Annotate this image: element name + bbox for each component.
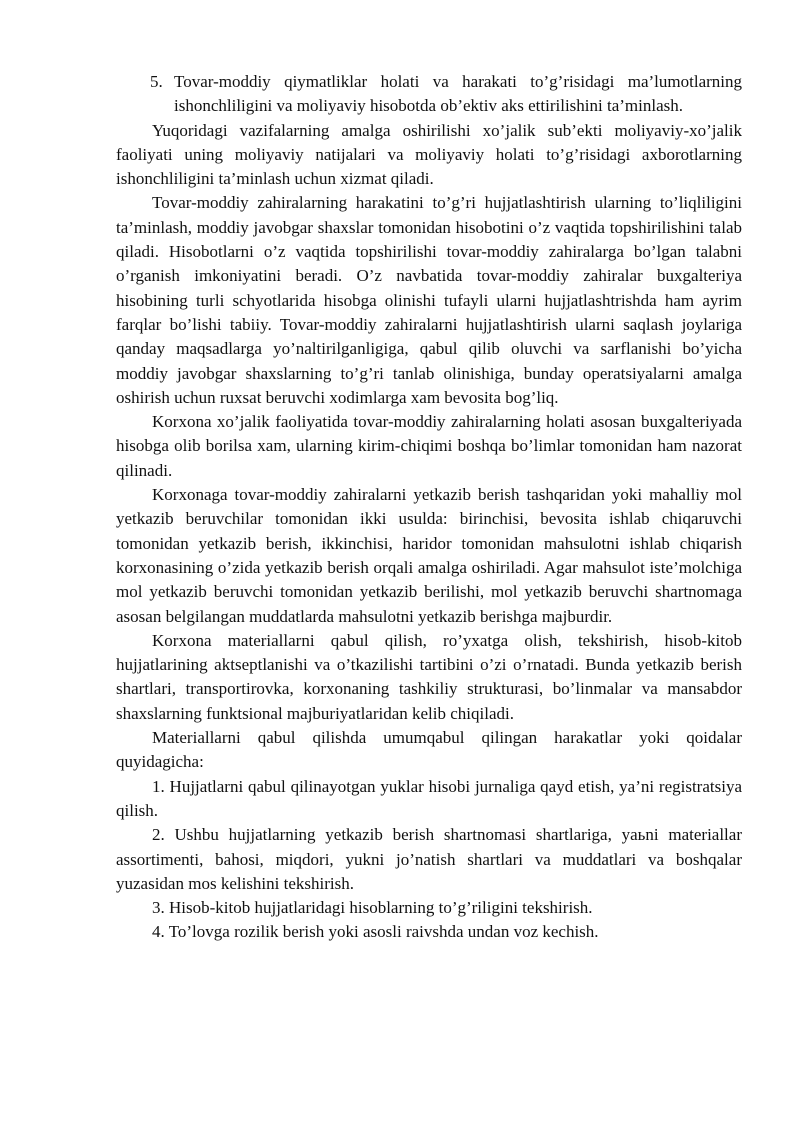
paragraph: Yuqoridagi vazifalarning amalga oshirilishi xo’jalik sub’ekti moliyaviy-xo’jalik faoliyati uning moliyaviy natijalari va moliyaviy holati to’g’risidagi axborotlarning ishonchliligini ta’minlash uchun xizmat qiladi. bbox=[116, 120, 742, 189]
item-text: Tovar-moddiy qiymatliklar holati va harakati to’g’risidagi ma’lumotlarning ishonchliligini va moliyaviy hisobotda ob’ektiv aks ettirilishini ta’minlash. bbox=[174, 72, 742, 116]
document-page bbox=[116, 70, 742, 945]
paragraph: Materiallarni qabul qilishda umumqabul qilingan harakatlar yoki qoidalar quyidagicha: bbox=[116, 728, 742, 772]
paragraph: Korxona xo’jalik faoliyatida tovar-moddiy zahiralarning holati asosan buxgalteriyada hisobga olib borilsa xam, ularning kirim-chiqimi boshqa bo’limlar tomonidan ham nazorat qilinadi. bbox=[116, 412, 742, 480]
list-item: 2. Ushbu hujjatlarning yetkazib berish shartnomasi shartlariga, yaьni materiallar assortimenti, bahosi, miqdori, yukni jo’natish shartlari va muddatlari va boshqalar yuzasidan mos kelishini tekshirish. bbox=[116, 825, 742, 893]
list-item: 1. Hujjatlarni qabul qilinayotgan yuklar hisobi jurnaliga qayd etish, ya’ni registratsiya qilish. bbox=[116, 776, 742, 820]
list-item: 3. Hisob-kitob hujjatlaridagi hisoblarning to’g’riligini tekshirish. bbox=[152, 898, 593, 918]
paragraph: Korxonaga tovar-moddiy zahiralarni yetkazib berish tashqaridan yoki mahalliy mol yetkazib beruvchilar tomonidan ikki usulda: birinchisi, bevosita ishlab chiqaruvchi tomonidan yetkazib berish, ikkinchisi, haridor tomonidan mahsulotni ishlab chiqarish korxonasining o’zida yetkazib berish orqali amalga oshiriladi. Agar mahsulot iste’molchiga mol yetkazib beruvchi tomonidan yetkazib berilishi, mol yetkazib beruvchi shartnomaga asosan belgilangan muddatlarda mahsulotni yetkazib berishga majburdir. bbox=[116, 485, 742, 626]
numbered-item-5 bbox=[150, 70, 742, 119]
paragraph: Tovar-moddiy zahiralarning harakatini to’g’ri hujjatlashtirish ularning to’liqliligini ta’minlash, moddiy javobgar shaxslar tomonidan hisobotini o’z vaqtida topshirilishini talab qiladi. Hisobotlarni o’z vaqtida topshirilishi tovar-moddiy zahiralarga bo’lgan talabni o’rganish imkoniyatini beradi. O’z navbatida tovar-moddiy zahiralar buxgalteriya hisobining turli schyotlarida hisobga olinishi tufayli ularni hujjatlashtrishda ham ayrim farqlar bo’lishi tabiiy. Tovar-moddiy zahiralarni hujjatlashtirish ularni saqlash joylariga qanday maqsadlarga yo’naltirilganligiga, qabul qilib oluvchi va sarflanishi bo’yicha moddiy javobgar shaxslarning to’g’ri tanlab olinishiga, bunday operatsiyalarni amalga oshirish uchun ruxsat beruvchi xodimlarga xam bevosita bog’liq. bbox=[116, 193, 742, 407]
item-number: 5. bbox=[150, 72, 163, 91]
list-item: 4. To’lovga rozilik berish yoki asosli raivshda undan voz kechish. bbox=[152, 922, 599, 942]
paragraph: Korxona materiallarni qabul qilish, ro’yxatga olish, tekshirish, hisob-kitob hujjatlarining aktseptlanishi va o’tkazilishi tartibini o’zi o’rnatadi. Bunda yetkazib berish shartlari, transportirovka, korxonaning tashkiliy strukturasi, bo’linmalar va mansabdor shaxslarning funktsional majburiyatlaridan kelib chiqiladi. bbox=[116, 630, 742, 723]
